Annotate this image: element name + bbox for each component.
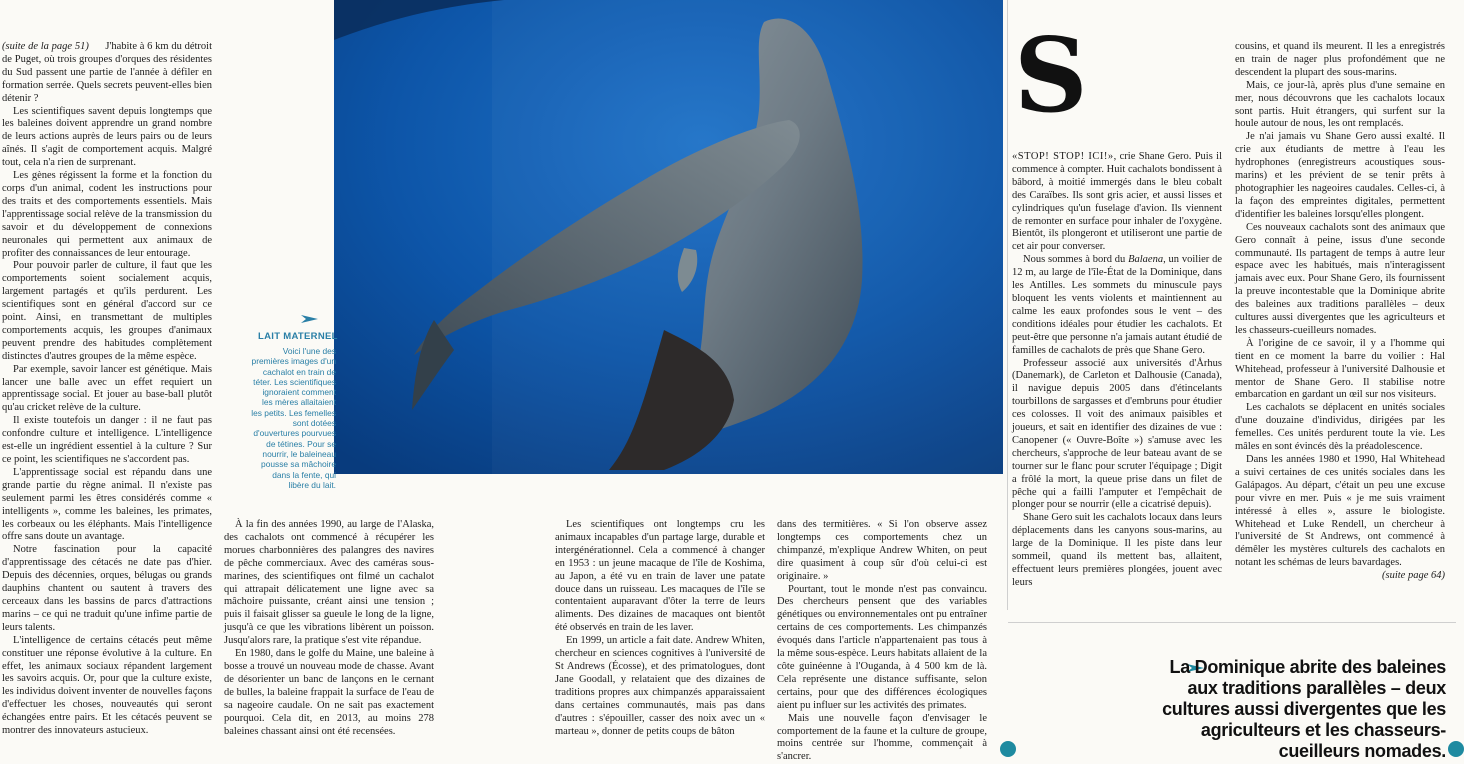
paragraph: Mais une nouvelle façon d'envisager le comportement de la faune et la culture de groupe, moins centrée sur l'homme, commençait à s'ancrer.	[777, 712, 987, 763]
boat-name: Balaena	[1128, 254, 1164, 266]
paragraph: À la fin des années 1990, au large de l'Alaska, des cachalots ont commencé à récupérer les morues charbonnières des palangres des navires de pêche commerciaux. Avec des caméras sous-marines, des scientifiques ont filmé un cachalot qui attrapait délicatement une ligne avec sa mâchoire puissante, créant ainsi une tension ; puis il faisait glisser sa gueule le long de la ligne, jusqu'à ce que les vibrations libèrent un poisson. Jusqu'alors rare, la pratique s'est vite répandue.	[224, 519, 434, 647]
article-column-6	[1235, 41, 1445, 591]
paragraph: Il existe toutefois un danger : il ne faut pas confondre culture et intelligence. L'intelligence est-elle un ingrédient essentiel à la culture ? Sur ce point, les scientifiques ne s'accordent pas.	[2, 415, 212, 465]
paragraph: Dans les années 1980 et 1990, Hal Whitehead a suivi certaines de ces unités sociales dans les Galápagos. Au départ, c'était un peu une excuse pour vivre en mer. Puis « je me suis vraiment intéressé à elles », assure le biologiste. Whitehead et Luke Rendell, un chercheur à l'université de St Andrews, ont commencé à démêler les mystères culturels des cachalots en notant les schémas de leurs bavardages.	[1235, 454, 1445, 569]
article-column-3	[555, 519, 765, 745]
paragraph: , un voilier de 12 m, au large de l'île-État de la Dominique, dans les Antilles. Les sommets du minuscule pays bloquent les vents violents et maintiennent au calme les eaux profondes sous le vent – des conditions idéales pour étudier les cachalots. Et peut-être que personne n'a jamais autant étudié de familles de cachalots de près que Shane Gero.	[1012, 254, 1222, 356]
caption-arrow-icon	[300, 313, 320, 325]
paragraph: Pourtant, tout le monde n'est pas convaincu. Des chercheurs pensent que des variables génétiques ou environnementales ont pu entraîner certains de ces comportements. Les chimpanzés évoqués dans l'article n'appartenaient pas tous à la même sous-espèce. Leurs habitats allaient de la côte guinéenne à l'Ouganda, à 4 500 km de là. Cela représente une distance suffisante, selon certains, pour que des différences écologiques aient pu influer sur les activités des primates.	[777, 583, 987, 711]
article-column-4	[777, 519, 987, 763]
paragraph: Les cachalots se déplacent en unités sociales d'une douzaine d'individus, dirigées par les femelles. Ces unités perdurent toute la vie. Les mâles en sont évincés dès la préadolescence.	[1235, 402, 1445, 453]
drop-cap: S	[1014, 16, 1088, 136]
lead-in: «STOP! STOP! ICI!»	[1012, 151, 1114, 162]
paragraph: Shane Gero suit les cachalots locaux dans leurs déplacements dans les canyons sous-marins, au large de la Dominique. Il les piste dans leur sommeil, quand ils mettent bas, allaitent, effectuent leurs premières plongées, jouent avec leurs	[1012, 512, 1222, 588]
paragraph: cousins, et quand ils meurent. Il les a enregistrés en train de nager plus profondément que ne descendent la plupart des sous-marins.	[1235, 41, 1445, 78]
caption-body: Voici l'une des premières images d'un cachalot en train de téter. Les scientifiques ignoraient comment les mères allaitaient les petits. Les femelles sont dotées d'ouvertures pourvues de tétines. Pour se nourrir, le baleineau pousse sa mâchoire dans la fente, qui libère du lait.	[251, 346, 336, 490]
paragraph: En 1999, un article a fait date. Andrew Whiten, chercheur en sciences cognitives à l'université de St Andrews (Écosse), et des primatologues, dont Jane Goodall, y relataient que des dizaines de traditions propres aux chimpanzés apparaissaient dans certaines communautés, mais pas dans d'autres : s'épouiller, casser des noix avec un « marteau », donner de petits coups de bâton	[555, 635, 765, 737]
pull-quote: La Dominique abrite des baleines aux traditions parallèles – deux cultures aussi divergentes que les agriculteurs et les chasseurs-cueilleurs nomades.	[1162, 657, 1446, 761]
paragraph: L'intelligence de certains cétacés peut même constituer une réponse évolutive à la culture. En effet, les animaux sociaux répandent largement les savoirs acquis. Or, pour que la culture existe, les individus doivent inventer de nouvelles façons d'effectuer les choses, nouveautés qui seront échangées entre pairs. Et les cétacés peuvent se montrer des innovateurs astucieux.	[2, 634, 212, 737]
pull-quote-rule	[1008, 622, 1456, 623]
photo-illustration	[334, 0, 1003, 474]
paragraph: J'habite à 6 km du détroit de Puget, où trois groupes d'orques des résidentes du Sud passent une partie de l'année à défiler en formation serrée. Quels secrets peuvent-elles bien détenir ?	[2, 41, 213, 104]
article-column-5	[1012, 151, 1222, 591]
paragraph: Les scientifiques ont longtemps cru les animaux incapables d'un partage large, durable et intergénérationnel. Cela a commencé à changer en 1953 : un jeune macaque de l'île de Koshima, au Japon, a été vu en train de laver une patate douce dans un ruisseau. Les macaques de l'île se contentaient auparavant d'ôter la terre de leurs aliments. Des dizaines de macaques ont bientôt été observés en train de les laver.	[555, 519, 765, 634]
page-marker-dot	[1000, 741, 1016, 757]
continued-from-note: (suite de la page 51)	[2, 41, 89, 52]
article-column-2	[224, 519, 434, 745]
paragraph: Nous sommes à bord du	[1023, 254, 1129, 266]
paragraph: Par exemple, savoir lancer est génétique. Mais lancer une balle avec un effet requiert un apprentissage social. Et jouer au base-ball plutôt qu'au cricket relève de la culture.	[2, 363, 212, 414]
paragraph: Mais, ce jour-là, après plus d'une semaine en mer, nous découvrons que les cachalots locaux sont partis. Huit étrangers, qui surfent sur la houle autour de nous, les ont remplacés.	[1235, 79, 1445, 130]
paragraph: L'apprentissage social est répandu dans une grande partie du règne animal. Il n'existe pas seulement parmi les êtres considérés comme « intelligents », comme les baleines, les primates, les corbeaux ou les éléphants. Mais l'intelligence offre sans doute un avantage.	[2, 466, 212, 543]
caption-title: LAIT MATERNEL	[258, 331, 338, 342]
paragraph: Les gènes régissent la forme et la fonction du corps d'un animal, codent les instructions pour des traits et des comportements essentiels. Mais l'apprentissage social relève de la transmission du savoir et du développement de connexions neuronales qui permettent aux animaux de profiter des connaissances de leur entourage.	[2, 170, 212, 259]
paragraph: Pour pouvoir parler de culture, il faut que les comportements soient socialement acquis, largement partagés et qu'ils perdurent. Les scientifiques sont en général d'accord sur ce point. Ainsi, en transmettant de multiples comportements acquis, les groupes d'animaux peuvent prendre des habitudes complètement distinctes d'autres groupes de la même espèce.	[2, 260, 212, 362]
continued-on-note: (suite page 64)	[1382, 570, 1445, 582]
article-column-1	[2, 41, 212, 745]
paragraph: Professeur associé aux universités d'Århus (Danemark), de Carleton et Dalhousie (Canada), il navigue depuis 2005 dans d'étincelants tourbillons de sargasses et d'embruns pour étudier ces colosses. Il voit des animaux paisibles et joueurs, et sait en identifier des dizaines de vue : Canopener (« Ouvre-Boîte ») s'amuse avec les chercheurs, s'approche de leur bateau avant de se tourner sur le flanc pour scruter l'équipage ; Digit a frôlé la mort, la queue prise dans un filet de pêche qui a failli l'amputer et l'empêchait de plonger pour se nourrir (elle a cicatrisé depuis).	[1012, 357, 1222, 511]
paragraph: Notre fascination pour la capacité d'apprentissage des cétacés ne date pas d'hier. Depuis des décennies, orques, bélugas ou grands dauphins chantent ou sautent à travers des cerceaux dans les bassins de parcs d'attractions marins – ce qui ne traduit qu'une infime partie de leurs talents.	[2, 544, 212, 633]
page-marker-dot	[1448, 741, 1464, 757]
paragraph: En 1980, dans le golfe du Maine, une baleine à bosse a trouvé un nouveau mode de chasse. Avant de désorienter un banc de lançons en le cernant de bulles, la baleine frappait la surface de l'eau de sa nageoire caudale. On ne sait pas exactement pourquoi. Cela dit, en 2013, au moins 278 baleines chassant ainsi ont été recensées.	[224, 648, 434, 737]
column-divider	[1007, 0, 1008, 610]
paragraph: Ces nouveaux cachalots sont des animaux que Gero connaît à peine, issus d'une seconde communauté. Ils partagent de temps à autre leur espace avec les habitués, mais n'interagissent jamais avec eux. Pour Shane Gero, ils fournissent la preuve incontestable que la Dominique abrite des baleines aux traditions parallèles – deux cultures aussi divergentes que les agriculteurs et les chasseurs-cueilleurs nomades.	[1235, 221, 1445, 336]
paragraph: Je n'ai jamais vu Shane Gero aussi exalté. Il crie aux étudiants de mettre à l'eau les hydrophones (enregistreurs acoustiques sous-marins) et les prévient de se tenir prêts à photographier les nageoires caudales. Celles-ci, à la façon des empreintes digitales, permettent d'identifier les baleines lorsqu'elles plongent.	[1235, 131, 1445, 220]
paragraph: À l'origine de ce savoir, il y a l'homme qui tient en ce moment la barre du voilier : Hal Whitehead, professeur à l'université Dalhousie et mentor de Shane Gero. Il stabilise notre embarcation en gardant un œil sur nos visiteurs.	[1235, 337, 1445, 401]
paragraph: , crie Shane Gero. Puis il commence à compter. Huit cachalots bondissent à bâbord, à moitié immergés dans le bleu cobalt des Caraïbes. Ils sont gris acier, et aussi lisses et cylindriques qu'un fuselage d'avion. Ils viennent de remonter en surface pour inhaler de l'oxygène. Bientôt, ils plongeront et utiliseront une partie de cet air pour converser.	[1012, 151, 1222, 253]
paragraph: Les scientifiques savent depuis longtemps que les baleines doivent apprendre un grand nombre de leurs actions auprès de leurs pairs ou de leurs aînés. Il s'agit de comportement acquis. Malgré tout, cela n'a rien de surprenant.	[2, 105, 212, 169]
paragraph: dans des termitières. « Si l'on observe assez longtemps ces comportements chez un chimpanzé, m'explique Andrew Whiten, on peut dire quasiment à coup sûr d'où celui-ci est originaire. »	[777, 519, 987, 582]
sperm-whale-nursing-photo	[334, 0, 1003, 474]
